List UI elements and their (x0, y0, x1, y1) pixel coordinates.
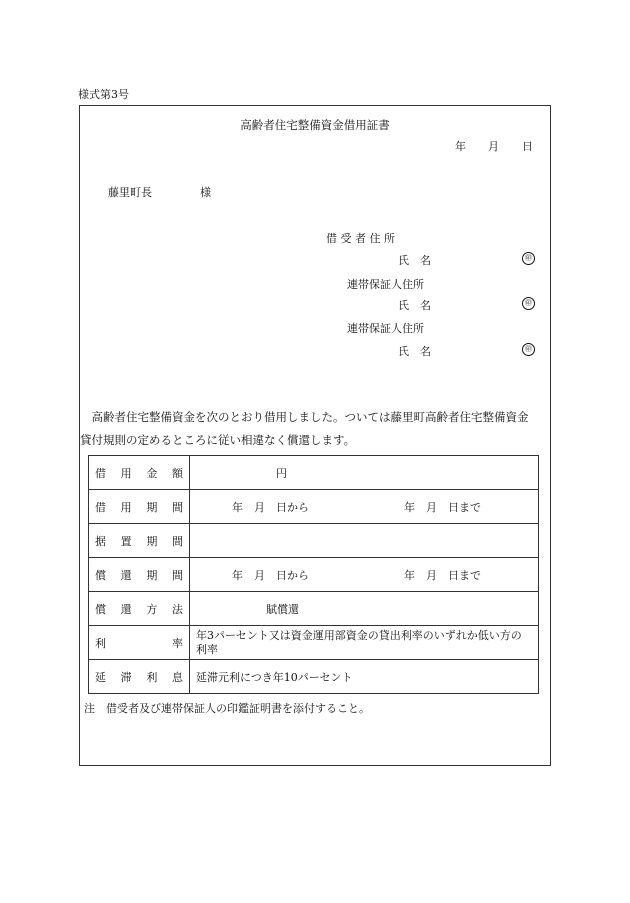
label-char: 率 (172, 636, 183, 650)
label-char: 法 (171, 602, 183, 616)
spread-label (95, 669, 183, 685)
table-row (89, 490, 539, 524)
label-char: 借 (95, 466, 106, 480)
borrower-name-label: 氏 名 (398, 254, 431, 267)
addressee-honorific: 様 (200, 186, 211, 199)
label-char: 還 (120, 568, 132, 582)
table-row (89, 456, 539, 490)
label-char: 据 (95, 534, 106, 548)
seal-mark: ㊞ (522, 297, 535, 310)
label-char: 滞 (120, 670, 132, 684)
terms-table (88, 455, 539, 694)
label-char: 金 (146, 466, 158, 480)
body-text (80, 406, 558, 452)
label-char: 期 (146, 568, 158, 582)
term-label-grace-period (89, 524, 190, 558)
guarantor2-address-label: 連帯保証人住所 (347, 322, 424, 335)
term-label-late-interest (89, 660, 190, 694)
label-char: 間 (171, 568, 183, 582)
label-char: 息 (171, 670, 183, 684)
period-end: 年 月 日まで (404, 568, 481, 582)
label-char: 間 (171, 500, 183, 514)
spread-label (95, 635, 183, 651)
period-end: 年 月 日まで (404, 500, 481, 514)
borrower-address-label: 借 受 者 住 所 (326, 232, 395, 245)
label-char: 利 (95, 636, 106, 650)
term-value-loan-period (190, 490, 539, 524)
guarantor1-name-label: 氏 名 (398, 299, 431, 312)
term-label-interest-rate (89, 626, 190, 660)
label-char: 延 (95, 670, 106, 684)
term-value-repayment-method (190, 592, 539, 626)
amount-unit: 円 (276, 466, 287, 480)
spread-label (95, 601, 183, 617)
spread-label (95, 567, 183, 583)
label-char: 用 (120, 466, 132, 480)
date-month: 月 (488, 140, 499, 153)
date-day: 日 (522, 140, 533, 153)
spread-label (95, 465, 183, 481)
body-text-line-1: 高齢者住宅整備資金を次のとおり借用しました。ついては藤里町高齢者住宅整備資金 (91, 410, 529, 424)
label-char: 償 (95, 602, 106, 616)
seal-mark: ㊞ (522, 343, 535, 356)
term-value-late-interest: 延滞元利につき年10パーセント (190, 660, 539, 694)
term-label-repayment-period (89, 558, 190, 592)
guarantor2-name-label: 氏 名 (398, 345, 431, 358)
term-value-loan-amount (190, 456, 539, 490)
table-row (89, 524, 539, 558)
period-start: 年 月 日から (232, 568, 309, 582)
term-label-loan-period (89, 490, 190, 524)
period-start: 年 月 日から (232, 500, 309, 514)
term-value-repayment-period (190, 558, 539, 592)
table-row (89, 592, 539, 626)
table-row (89, 558, 539, 592)
spread-label (95, 533, 183, 549)
term-label-loan-amount (89, 456, 190, 490)
label-char: 用 (120, 500, 132, 514)
label-char: 還 (120, 602, 132, 616)
addressee-name: 藤里町長 (108, 186, 152, 199)
label-char: 額 (171, 466, 183, 480)
term-value-interest-rate: 年3パーセント又は資金運用部資金の貸出利率のいずれか低い方の利率 (190, 626, 539, 660)
form-number: 様式第3号 (78, 88, 129, 101)
guarantor1-address-label: 連帯保証人住所 (347, 278, 424, 291)
label-char: 置 (120, 534, 132, 548)
date-year: 年 (455, 140, 466, 153)
table-row (89, 660, 539, 694)
method-value: 賦償還 (266, 602, 299, 616)
label-char: 間 (171, 534, 183, 548)
label-char: 借 (95, 500, 106, 514)
note: 注 借受者及び連帯保証人の印鑑証明書を添付すること。 (84, 702, 370, 715)
table-row (89, 626, 539, 660)
label-char: 期 (146, 534, 158, 548)
body-text-line-2: 貸付規則の定めるところに従い相違なく償還します。 (80, 433, 356, 447)
spread-label (95, 499, 183, 515)
document-title: 高齢者住宅整備資金借用証書 (240, 118, 390, 132)
label-char: 利 (146, 670, 158, 684)
seal-mark: ㊞ (522, 252, 535, 265)
term-value-grace-period (190, 524, 539, 558)
label-char: 方 (146, 602, 158, 616)
term-label-repayment-method (89, 592, 190, 626)
label-char: 償 (95, 568, 106, 582)
label-char: 期 (146, 500, 158, 514)
